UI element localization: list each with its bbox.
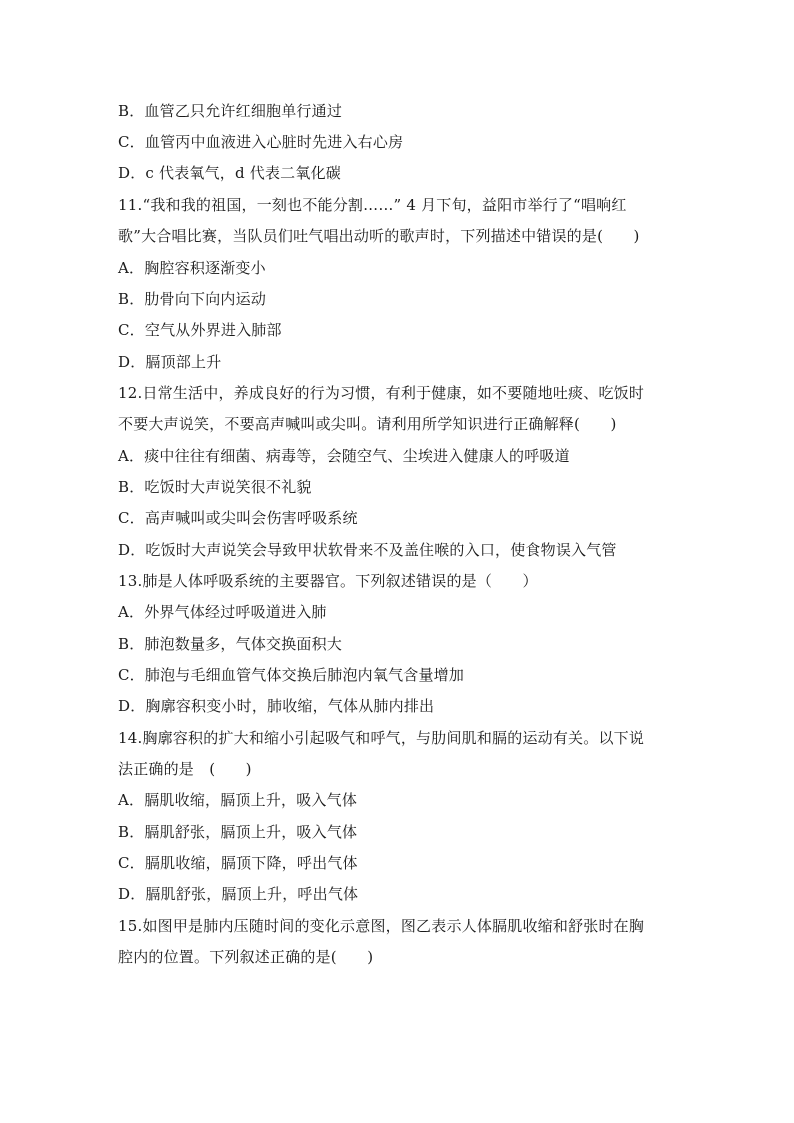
option-c-q11: C．空气从外界进入肺部 xyxy=(118,321,282,339)
option-b-q12: B．吃饭时大声说笑很不礼貌 xyxy=(118,478,312,496)
option-a-q12: A．痰中往往有细菌、病毒等，会随空气、尘埃进入健康人的呼吸道 xyxy=(118,447,570,465)
option-a-q13: A．外界气体经过呼吸道进入肺 xyxy=(118,603,327,621)
option-c-q12: C．高声喊叫或尖叫会伤害呼吸系统 xyxy=(118,509,358,527)
question-14-line-1: 14.胸廓容积的扩大和缩小引起吸气和呼气，与肋间肌和膈的运动有关。以下说 xyxy=(118,729,645,747)
question-11-line-2: 歌”大合唱比赛，当队员们吐气唱出动听的歌声时，下列描述中错误的是( ) xyxy=(118,227,640,245)
question-15-line-2: 腔内的位置。下列叙述正确的是( ) xyxy=(118,948,374,966)
question-12-line-2: 不要大声说笑，不要高声喊叫或尖叫。请利用所学知识进行正确解释( ) xyxy=(118,415,617,433)
option-a-q11: A．胸腔容积逐渐变小 xyxy=(118,259,266,277)
option-d-q13: D．胸廓容积变小时，肺收缩，气体从肺内排出 xyxy=(118,697,435,715)
question-13: 13.肺是人体呼吸系统的主要器官。下列叙述错误的是（ ） xyxy=(118,572,538,590)
option-d-q11: D．膈顶部上升 xyxy=(118,353,222,371)
option-b-q13: B．肺泡数量多，气体交换面积大 xyxy=(118,635,343,653)
option-c-q14: C．膈肌收缩，膈顶下降，呼出气体 xyxy=(118,854,358,872)
option-b-q10: B．血管乙只允许红细胞单行通过 xyxy=(118,102,343,120)
option-d-q12: D．吃饭时大声说笑会导致甲状软骨来不及盖住喉的入口，使食物误入气管 xyxy=(118,541,617,559)
question-12-line-1: 12.日常生活中，养成良好的行为习惯，有利于健康，如不要随地吐痰、吃饭时 xyxy=(118,384,645,402)
option-b-q11: B．肋骨向下向内运动 xyxy=(118,290,267,308)
option-d-q14: D．膈肌舒张，膈顶上升，呼出气体 xyxy=(118,885,359,903)
question-15-line-1: 15.如图甲是肺内压随时间的变化示意图，图乙表示人体膈肌收缩和舒张时在胸 xyxy=(118,917,645,935)
option-c-q10: C．血管丙中血液进入心脏时先进入右心房 xyxy=(118,133,404,151)
question-11-line-1: 11.“我和我的祖国，一刻也不能分割……” 4 月下旬，益阳市举行了“唱响红 xyxy=(118,196,627,214)
option-d-q10: D．c 代表氧气，d 代表二氧化碳 xyxy=(118,164,341,182)
option-b-q14: B．膈肌舒张，膈顶上升，吸入气体 xyxy=(118,823,358,841)
option-c-q13: C．肺泡与毛细血管气体交换后肺泡内氧气含量增加 xyxy=(118,666,465,684)
option-a-q14: A．膈肌收缩，膈顶上升，吸入气体 xyxy=(118,791,358,809)
question-14-line-2: 法正确的是 ( ) xyxy=(118,760,252,778)
